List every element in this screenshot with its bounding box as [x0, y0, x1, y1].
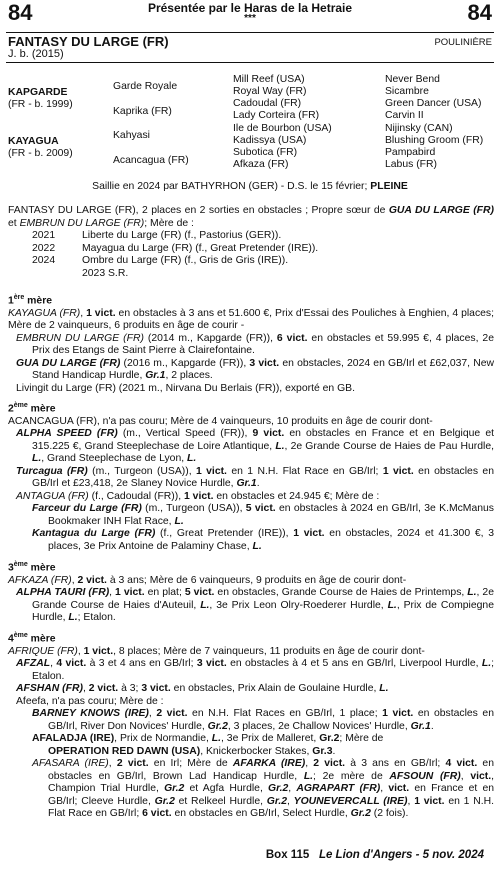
gen3-4: Lady Corteira (FR) [233, 110, 320, 121]
dam1-line1: KAYAGUA (FR), 1 vict. en obstacles à 3 ans et 51.600 €, Prix d'Essai des Pouliches à Enghien, 4 places; Mère de 2 vainqueurs, 6 produits en âge de courir - [8, 307, 495, 332]
dam4-line8: AFASARA (IRE), 2 vict. en Irl; Mère de AFARKA (IRE), 2 vict. à 3 ans en GB/Irl; 4 vict. en obstacles en GB/Irl, Brown Lad Handicap Hurdle, L.; 2e mère de AFSOUN (FR), vict., Champion Trial Hurdle, Gr.2 et Agfa Hurdle, Gr.2, AGRAPART (FR), vict. en France et en GB/Irl; Cleeve Hurdle, Gr.2 et Relkeel Hurdle, Gr.2, YOUNEVERCALL (IRE), 1 vict. en 1 N.H. Flat Race en GB/Irl; 6 vict. en obstacles en GB/Irl, Select Hurdle, Gr.2 (2 fois). [32, 758, 495, 820]
presenter-text: Présentée par le Haras de la Hetraie [147, 1, 353, 15]
covering-text: Saillie en 2024 par BATHYRHON (GER) - D.S. le 15 février; [92, 181, 371, 192]
dam1-line2: EMBRUN DU LARGE (FR) (2014 m., Kapgarde (FR)), 6 vict. en obstacles et 59.995 €, 4 places, 2e Prix des Etangs de Saint Pierre à Clairefontaine. [16, 332, 494, 357]
gen3-2: Royal Way (FR) [233, 86, 307, 97]
heading-num: 2 [8, 403, 14, 415]
produce-row [8, 255, 494, 268]
gen4-4: Carvin II [385, 110, 424, 121]
gen4-2: Sicambre [385, 86, 429, 97]
produce-text: 2023 S.R. [82, 267, 129, 279]
intro-section [8, 205, 494, 280]
dam2-line4: ANTAGUA (FR) (f., Cadoudal (FR)), 1 vict. en obstacles et 24.945 €; Mère de : [16, 490, 380, 502]
gen3-3: Cadoudal (FR) [233, 98, 302, 109]
gen4-7: Pampabird [385, 147, 436, 158]
heading-num: 4 [8, 633, 14, 645]
produce-text: Liberte du Large (FR) (f., Pastorius (GER)). [82, 230, 282, 241]
box-number: Box 115 [265, 849, 310, 861]
produce-row [8, 243, 494, 256]
dam2-line2: ALPHA SPEED (FR) (m., Vertical Speed (FR)), 9 vict. en obstacles en France et en Belgique et 315.225 €, Grand Steeplechase de Loire Atlantique, L., 2e Grande Course de Haies de Pau Hurdle, L., Grand Steeplechase de Lyon, L. [16, 428, 494, 465]
heading-sup: ème [13, 561, 28, 568]
dam1-line3: GUA DU LARGE (FR) (2016 m., Kapgarde (FR)), 3 vict. en obstacles, 2024 en GB/Irl et £62,037, New Stand Handicap Hurdle, Gr.1, 2 places. [16, 357, 495, 382]
gen3-6: Kadissya (USA) [233, 135, 307, 146]
gen4-1: Never Bend [385, 74, 440, 85]
gen2-4: Acancagua (FR) [113, 155, 189, 166]
first-dam-section [8, 290, 494, 395]
top-divider [6, 32, 494, 33]
dam3-line1: AFKAZA (FR), 2 vict. à 3 ans; Mère de 6 vainqueurs, 9 produits en âge de courir dont- [8, 574, 407, 586]
lot-number-right: 84 [467, 0, 492, 25]
gen4-5: Nijinsky (CAN) [385, 123, 453, 134]
gen4-8: Labus (FR) [385, 159, 437, 170]
dam1-line4: Livingit du Large (FR) (2021 m., Nirvana Du Berlais (FR)), exporté en GB. [16, 382, 355, 394]
covering-info [0, 181, 500, 192]
fourth-dam-section [8, 628, 494, 821]
heading-num: 3 [8, 562, 14, 574]
intro-sibling-2: EMBRUN DU LARGE (FR) [19, 217, 145, 229]
gen3-7: Subotica (FR) [233, 147, 298, 158]
fourth-dam-heading [8, 630, 494, 646]
third-dam-section [8, 557, 494, 625]
produce-year [8, 268, 82, 281]
intro-p2: et [8, 217, 20, 229]
dam-name: KAYAGUA [8, 136, 59, 147]
produce-row [8, 230, 494, 243]
dam3-line2: ALPHA TAURI (FR), 1 vict. en plat; 5 vict. en obstacles, Grande Course de Haies de Printemps, L., 2e Grande Course de Haies d'Auteuil, L., 3e Prix Leon Olry-Roederer Hurdle, L., Prix de Compiegne Hurdle, L.; Etalon. [16, 587, 494, 624]
dam4-line3: AFSHAN (FR), 2 vict. à 3; 3 vict. en obstacles, Prix Alain de Goulaine Hurdle, L. [16, 683, 389, 695]
produce-text: Ombre du Large (FR) (f., Gris de Gris (IRE)). [82, 255, 289, 266]
gen4-6: Blushing Groom (FR) [385, 135, 484, 146]
lot-number-left: 84 [8, 0, 33, 25]
heading-num: 1 [8, 295, 14, 307]
heading-sup: ème [13, 402, 28, 409]
produce-year: 2021 [32, 230, 56, 241]
produce-year: 2024 [32, 255, 56, 266]
gen3-1: Mill Reef (USA) [233, 74, 305, 85]
stars: *** [244, 13, 256, 24]
horse-name: FANTASY DU LARGE (FR) [8, 34, 169, 49]
dam2-line3: Turcagua (FR) (m., Turgeon (USA)), 1 vict. en 1 N.H. Flat Race en GB/Irl; 1 vict. en obstacles en GB/Irl et £23,418, 2e Slaney Novice Hurdle, Gr.1. [16, 465, 494, 490]
sale-place-date: Le Lion d'Angers - 5 nov. 2024 [318, 849, 484, 861]
produce-year: 2022 [32, 242, 56, 254]
dam4-line4: Afeefa, n'a pas couru; Mère de : [16, 695, 164, 707]
dam4-line5: BARNEY KNOWS (IRE), 2 vict. en N.H. Flat Races en GB/Irl, 1 place; 1 vict. en obstacles en GB/Irl, River Don Novices' Hurdle, Gr.2, 3 places, 2e Challow Novices' Hurdle, Gr.1. [32, 708, 494, 732]
dam2-line6: Kantagua du Large (FR) (f., Great Pretender (IRE)), 1 vict. en obstacles, 2024 et 41.300 €, 3 places, 3e Prix Antoine de Palaminy Chase, L. [32, 528, 495, 552]
intro-sibling-1: GUA DU LARGE (FR) [388, 205, 494, 216]
intro-p1: FANTASY DU LARGE (FR), 2 places en 2 sorties en obstacles ; Propre sœur de [8, 205, 389, 216]
sire-name: KAPGARDE [8, 87, 68, 98]
gen3-5: Ile de Bourbon (USA) [233, 123, 332, 134]
horse-category: POULINIÈRE [434, 37, 492, 48]
title-divider [6, 62, 494, 63]
produce-text: Mayagua du Large (FR) (f., Great Pretender (IRE)). [82, 242, 319, 254]
produce-row [8, 268, 494, 281]
dam4-line6: AFALADJA (IRE), Prix de Normandie, L., 3e Prix de Malleret, Gr.2; Mère de [32, 733, 384, 745]
dam4-line7: OPERATION RED DAWN (USA), Knickerbocker Stakes, Gr.3. [48, 745, 336, 757]
heading-rest: mère [27, 562, 56, 574]
footer [266, 849, 484, 861]
heading-sup: ère [13, 294, 25, 301]
covering-status: PLEINE [370, 181, 408, 192]
gen4-3: Green Dancer (USA) [385, 98, 482, 109]
gen2-3: Kahyasi [113, 130, 150, 141]
dam2-line5: Farceur du Large (FR) (m., Turgeon (USA)), 5 vict. en obstacles à 2024 en GB/Irl, 3e K.McManus Bookmaker INH Flat Race, L. [32, 503, 494, 527]
heading-sup: ème [13, 632, 28, 639]
third-dam-heading [8, 559, 494, 575]
heading-rest: mère [27, 403, 56, 415]
heading-rest: mère [27, 633, 56, 645]
dam-info: (FR - b. 2009) [8, 148, 73, 159]
presented-by [0, 2, 500, 23]
intro-p3: ; Mère de : [144, 217, 194, 229]
first-dam-heading [8, 292, 494, 308]
dam4-line2: AFZAL, 4 vict. à 3 et 4 ans en GB/Irl; 3 vict. en obstacles à 4 et 5 ans en GB/Irl, Liverpool Hurdle, L.; Etalon. [16, 658, 494, 682]
heading-rest: mère [24, 295, 53, 307]
dam2-line1: ACANCAGUA (FR), n'a pas couru; Mère de 4 vainqueurs, 10 produits en âge de courir dont- [8, 415, 433, 427]
gen2-1: Garde Royale [113, 81, 178, 92]
dam4-line1: AFRIQUE (FR), 1 vict., 8 places; Mère de 7 vainqueurs, 11 produits en âge de courir dont- [8, 645, 425, 657]
gen3-8: Afkaza (FR) [233, 159, 289, 170]
sire-info: (FR - b. 1999) [8, 99, 73, 110]
gen2-2: Kaprika (FR) [113, 106, 172, 117]
second-dam-heading [8, 400, 494, 416]
horse-description: J. b. (2015) [8, 48, 64, 60]
second-dam-section [8, 398, 494, 553]
